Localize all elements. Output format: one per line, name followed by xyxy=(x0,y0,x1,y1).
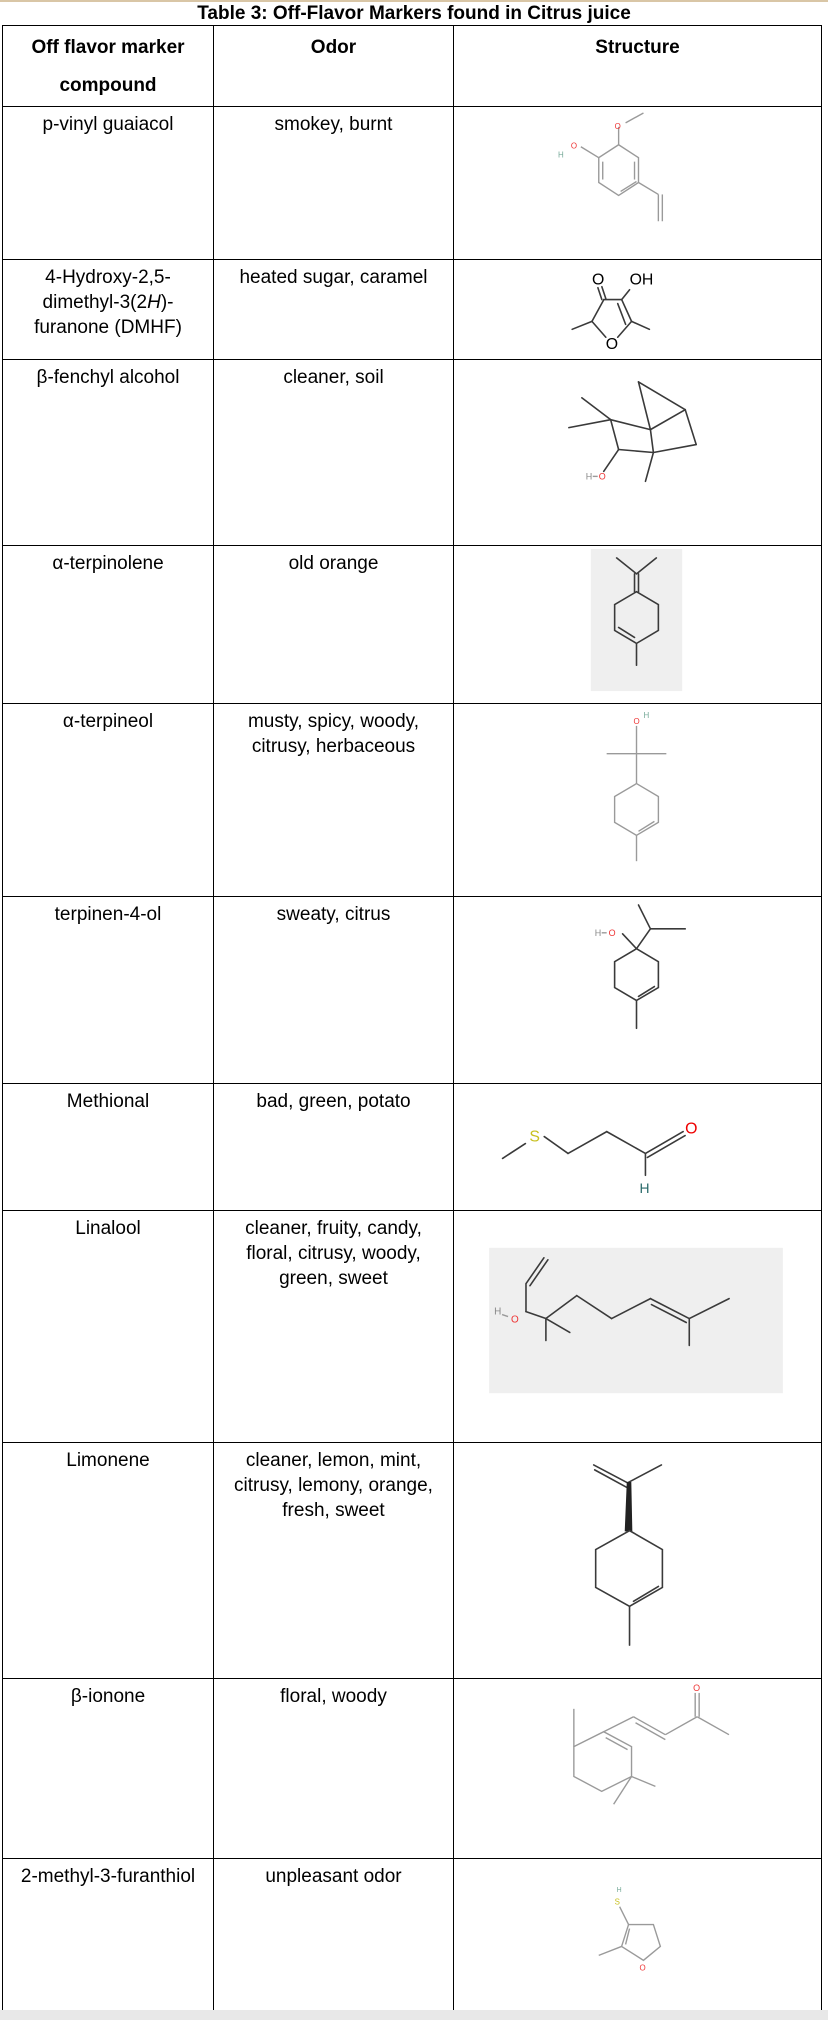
compound-name: p-vinyl guaiacol xyxy=(3,107,214,260)
table-row xyxy=(3,107,822,260)
dmhf-line2-italic: H xyxy=(147,292,161,313)
table-row xyxy=(3,1859,822,2015)
svg-text:O: O xyxy=(570,141,578,151)
svg-text:O: O xyxy=(598,471,606,482)
odor-description: old orange xyxy=(214,546,454,704)
structure-terpineol xyxy=(454,704,822,897)
odor-description: smokey, burnt xyxy=(214,107,454,260)
odor-description: unpleasant odor xyxy=(214,1859,454,2015)
table-row xyxy=(3,260,822,360)
structure-fenchyl-alcohol xyxy=(454,360,822,546)
off-flavor-table xyxy=(2,25,822,2015)
structure-beta-ionone xyxy=(454,1679,822,1859)
compound-name-dmhf xyxy=(3,260,214,360)
odor-description: cleaner, soil xyxy=(214,360,454,546)
compound-name: α-terpinolene xyxy=(3,546,214,704)
molecule-linalool xyxy=(454,1211,821,1442)
bottom-border-strip xyxy=(0,2010,828,2020)
structure-p-vinyl-guaiacol xyxy=(454,107,822,260)
svg-text:O: O xyxy=(639,1963,646,1973)
table-row xyxy=(3,704,822,897)
ring-oxygen-label: O xyxy=(605,336,619,354)
compound-name: β-ionone xyxy=(3,1679,214,1859)
dmhf-line1: 4-Hydroxy-2,5- xyxy=(45,267,171,288)
compound-name: Methional xyxy=(3,1084,214,1211)
header-compound: Off flavor marker compound xyxy=(3,26,214,107)
molecule-limonene xyxy=(454,1443,821,1678)
svg-text:O: O xyxy=(693,1682,701,1693)
odor-description: bad, green, potato xyxy=(214,1084,454,1211)
structure-methional xyxy=(454,1084,822,1211)
compound-name: Linalool xyxy=(3,1211,214,1443)
structure-methylfuranthiol xyxy=(454,1859,822,2015)
svg-text:O: O xyxy=(511,1314,519,1326)
table-row xyxy=(3,360,822,546)
header-row xyxy=(3,26,822,107)
aldehyde-hydrogen-label: H xyxy=(639,1180,650,1197)
table-row xyxy=(3,1443,822,1679)
dmhf-line3: furanone (DMHF) xyxy=(34,317,182,338)
compound-name: Limonene xyxy=(3,1443,214,1679)
svg-text:H: H xyxy=(585,471,593,482)
molecule-beta-ionone xyxy=(454,1679,821,1858)
molecule-terpinolene xyxy=(454,546,821,703)
structure-dmhf xyxy=(454,260,822,360)
table-row xyxy=(3,1679,822,1859)
odor-description: sweaty, citrus xyxy=(214,897,454,1084)
svg-text:H: H xyxy=(494,1306,502,1318)
table-row xyxy=(3,897,822,1084)
molecule-methional xyxy=(454,1084,821,1210)
compound-name: β-fenchyl alcohol xyxy=(3,360,214,546)
svg-text:H: H xyxy=(616,1886,622,1894)
molecule-dmhf xyxy=(454,260,821,359)
molecule-fenchyl-alcohol xyxy=(454,360,821,545)
aldehyde-oxygen-label: O xyxy=(685,1120,698,1138)
sulfur-label: S xyxy=(529,1128,540,1146)
odor-description: floral, woody xyxy=(214,1679,454,1859)
header-structure: Structure xyxy=(454,26,822,107)
compound-name: α-terpineol xyxy=(3,704,214,897)
structure-terpinolene xyxy=(454,546,822,704)
compound-name: 2-methyl-3-furanthiol xyxy=(3,1859,214,2015)
molecule-terpinen-4-ol xyxy=(454,897,821,1083)
svg-text:H: H xyxy=(643,710,650,720)
table-row xyxy=(3,1211,822,1443)
molecule-methylfuranthiol xyxy=(454,1859,821,2014)
hydroxyl-label: OH xyxy=(629,271,654,289)
svg-text:O: O xyxy=(614,121,621,131)
header-odor: Odor xyxy=(214,26,454,107)
oxygen-label: O xyxy=(591,271,605,289)
molecule-terpineol xyxy=(454,704,821,896)
svg-text:S: S xyxy=(614,1897,620,1907)
odor-description: cleaner, lemon, mint, citrusy, lemony, orange, fresh, sweet xyxy=(214,1443,454,1679)
svg-text:O: O xyxy=(633,716,640,726)
structure-terpinen-4-ol xyxy=(454,897,822,1084)
structure-linalool xyxy=(454,1211,822,1443)
dmhf-line2b: )- xyxy=(160,292,174,313)
structure-limonene xyxy=(454,1443,822,1679)
odor-description: cleaner, fruity, candy, floral, citrusy, woody, green, sweet xyxy=(214,1211,454,1443)
odor-description: heated sugar, caramel xyxy=(214,260,454,360)
compound-name: terpinen-4-ol xyxy=(3,897,214,1084)
table-row xyxy=(3,546,822,704)
molecule-p-vinyl-guaiacol xyxy=(454,107,821,259)
table-row xyxy=(3,1084,822,1211)
odor-description: musty, spicy, woody, citrusy, herbaceous xyxy=(214,704,454,897)
table-title: Table 3: Off-Flavor Markers found in Citrus juice xyxy=(197,3,631,24)
svg-text:O: O xyxy=(608,927,616,938)
svg-text:H: H xyxy=(558,150,564,160)
svg-text:H: H xyxy=(594,927,602,938)
dmhf-line2a: dimethyl-3(2 xyxy=(42,292,148,313)
